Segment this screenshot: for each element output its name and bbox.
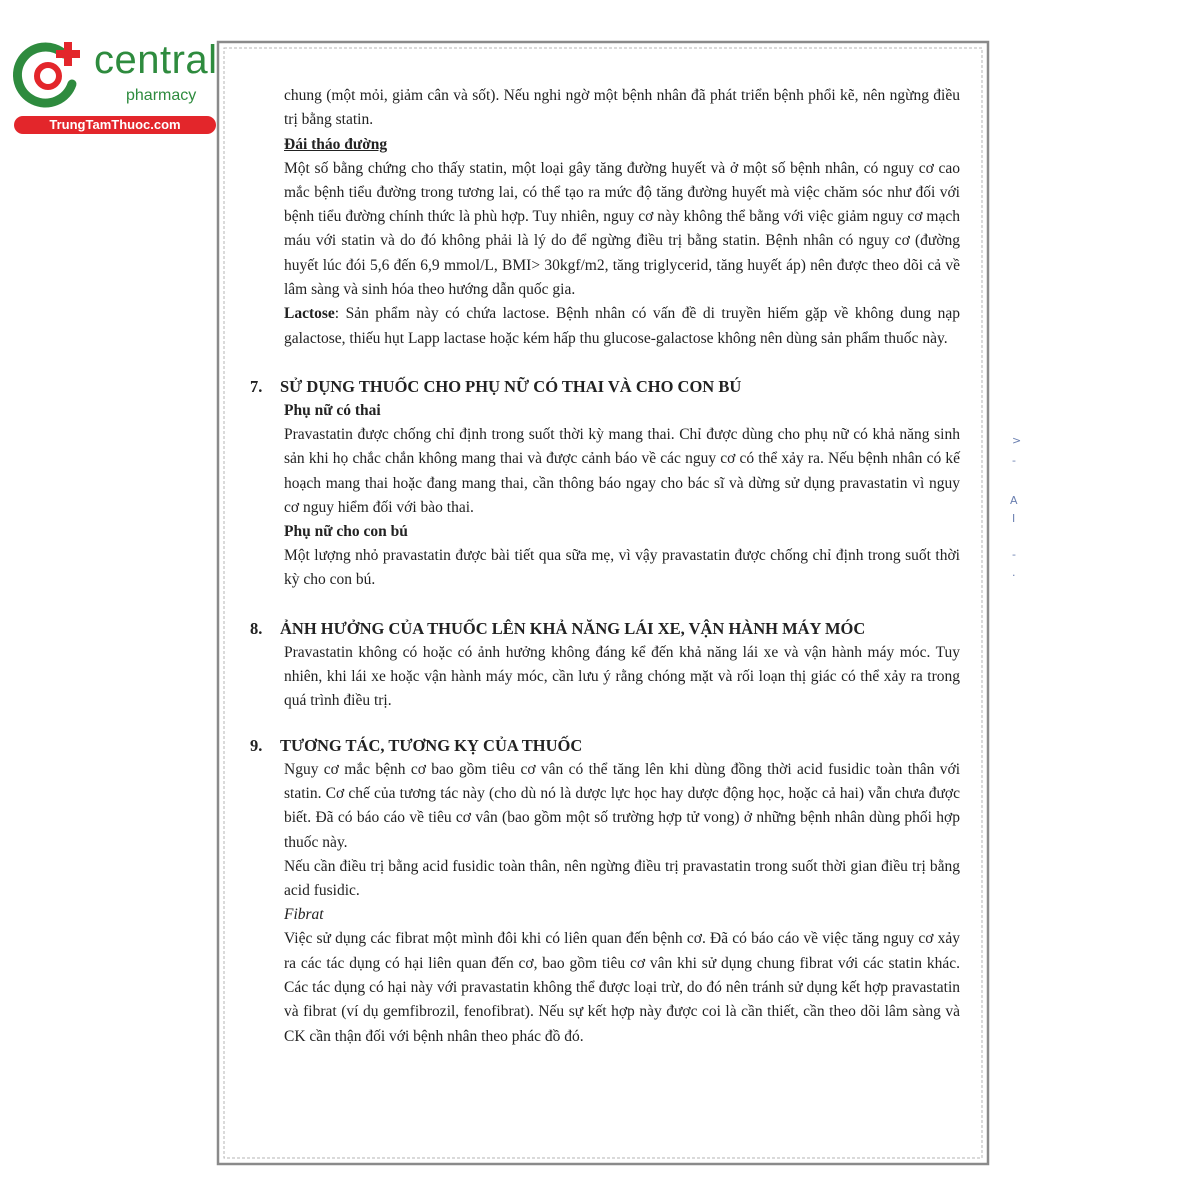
scan-edge-marks <box>1008 430 1028 590</box>
section-9-number: 9. <box>250 735 263 755</box>
svg-text:>: > <box>1012 434 1022 447</box>
section-9-paragraph-1: Nguy cơ mắc bệnh cơ bao gồm tiêu cơ vân có thể tăng lên khi dùng đồng thời acid fusidic toàn thân với statin. Cơ chế của tương tác này (cho dù nó là dược lực học hay dược động học, hoặc cả hai) vẫn chưa được biết. Đã có báo cáo về tiêu cơ vân (bao gồm một số trường hợp tử vong) ở những bệnh nhân dùng phối hợp thuốc này. <box>284 760 960 851</box>
logo-url-badge: TrungTamThuoc.com <box>14 116 216 134</box>
section-9-paragraph-3: Việc sử dụng các fibrat một mình đôi khi có liên quan đến bệnh cơ. Đã có báo cáo về việc tăng nguy cơ xảy ra các tác dụng có hại liên quan đến cơ, bao gồm tiêu cơ vân khi sử dụng chung fibrat với các statin khác. Các tác dụng có hại này với pravastatin không thể được loại trừ, do đó nên tránh sử dụng kết hợp pravastatin và fibrat (ví dụ gemfibrozil, fenofibrat). Nếu sự kết hợp này được coi là cần thiết, cần theo dõi lâm sàng và CK cần thận đối với bệnh nhân theo phác đồ đó. <box>284 930 960 1045</box>
svg-text:.: . <box>1012 566 1016 579</box>
intro-paragraph: chung (một mỏi, giảm cân và sốt). Nếu nghi ngờ một bệnh nhân đã phát triển bệnh phổi kẽ, nên ngừng điều trị bằng statin. <box>284 87 960 129</box>
svg-text:-: - <box>1012 454 1016 467</box>
section-7-title: SỬ DỤNG THUỐC CHO PHỤ NỮ CÓ THAI VÀ CHO CON BÚ <box>280 376 742 396</box>
lactose-text: : Sản phẩm này có chứa lactose. Bệnh nhân có vấn đề di truyền hiếm gặp về không dung nạp galactose, thiếu hụt Lapp lactase hoặc kém hấp thu glucose-galactose không nên dùng sản phẩm thuốc này. <box>284 305 960 347</box>
fibrate-heading: Fibrat <box>284 906 324 924</box>
svg-text:I: I <box>1012 512 1016 525</box>
logo-name: central <box>94 38 218 82</box>
document-body <box>250 84 960 1049</box>
lactose-paragraph <box>250 302 960 351</box>
svg-text:-: - <box>1012 548 1016 561</box>
section-7-number: 7. <box>250 376 263 396</box>
breastfeeding-heading: Phụ nữ cho con bú <box>284 523 408 541</box>
svg-text:A: A <box>1010 494 1018 507</box>
section-9-heading <box>250 734 960 758</box>
diabetes-heading: Đái tháo đường <box>284 135 388 153</box>
central-logo-icon <box>12 40 84 112</box>
logo-subtitle: pharmacy <box>126 87 197 104</box>
section-8-title: ẢNH HƯỞNG CỦA THUỐC LÊN KHẢ NĂNG LÁI XE, VẬN HÀNH MÁY MÓC <box>280 618 866 638</box>
pregnant-heading: Phụ nữ có thai <box>284 401 381 419</box>
section-9-paragraph-2: Nếu cần điều trị bằng acid fusidic toàn thân, nên ngừng điều trị pravastatin trong suốt thời gian điều trị bằng acid fusidic. <box>284 857 960 900</box>
section-9-title: TƯƠNG TÁC, TƯƠNG KỴ CỦA THUỐC <box>280 735 583 755</box>
lactose-label: Lactose <box>284 305 335 323</box>
section-8-number: 8. <box>250 618 263 638</box>
breastfeeding-paragraph: Một lượng nhỏ pravastatin được bài tiết qua sữa mẹ, vì vậy pravastatin được chống chỉ định trong suốt thời kỳ cho con bú. <box>284 547 960 589</box>
section-7-heading <box>250 375 960 399</box>
section-8-paragraph: Pravastatin không có hoặc có ảnh hưởng không đáng kể đến khả năng lái xe và vận hành máy móc. Tuy nhiên, khi lái xe hoặc vận hành máy móc, cần lưu ý rằng chóng mặt và rối loạn thị giác có thể xảy ra trong quá trình điều trị. <box>284 643 960 710</box>
section-8-heading <box>250 617 960 641</box>
brand-logo <box>8 38 216 138</box>
diabetes-paragraph: Một số bằng chứng cho thấy statin, một loại gây tăng đường huyết và ở một số bệnh nhân, có nguy cơ cao mắc bệnh tiểu đường trong tương lai, có thể tạo ra mức độ tăng đường huyết mà việc chăm sóc như đối với bệnh tiểu đường chính thức là phù hợp. Tuy nhiên, nguy cơ này không thể bằng với việc giảm nguy cơ mạch máu với statin và do đó không phải là lý do để ngừng điều trị bằng statin. Bệnh nhân có nguy cơ (đường huyết lúc đói 5,6 đến 6,9 mmol/L, BMI> 30kgf/m2, tăng triglycerid, tăng huyết áp) nên được theo dõi cả về lâm sàng và sinh hóa theo hướng dẫn quốc gia. <box>284 159 960 299</box>
pregnant-paragraph: Pravastatin được chống chỉ định trong suốt thời kỳ mang thai. Chỉ được dùng cho phụ nữ có khả năng sinh sản khi họ chắc chắn không mang thai và được cảnh báo về các nguy cơ có thể xảy ra. Nếu bệnh nhân có kế hoạch mang thai hoặc đang mang thai, cần thông báo ngay cho bác sĩ và dừng sử dụng pravastatin vì nguy cơ nguy hiểm đối với bào thai. <box>284 425 960 516</box>
